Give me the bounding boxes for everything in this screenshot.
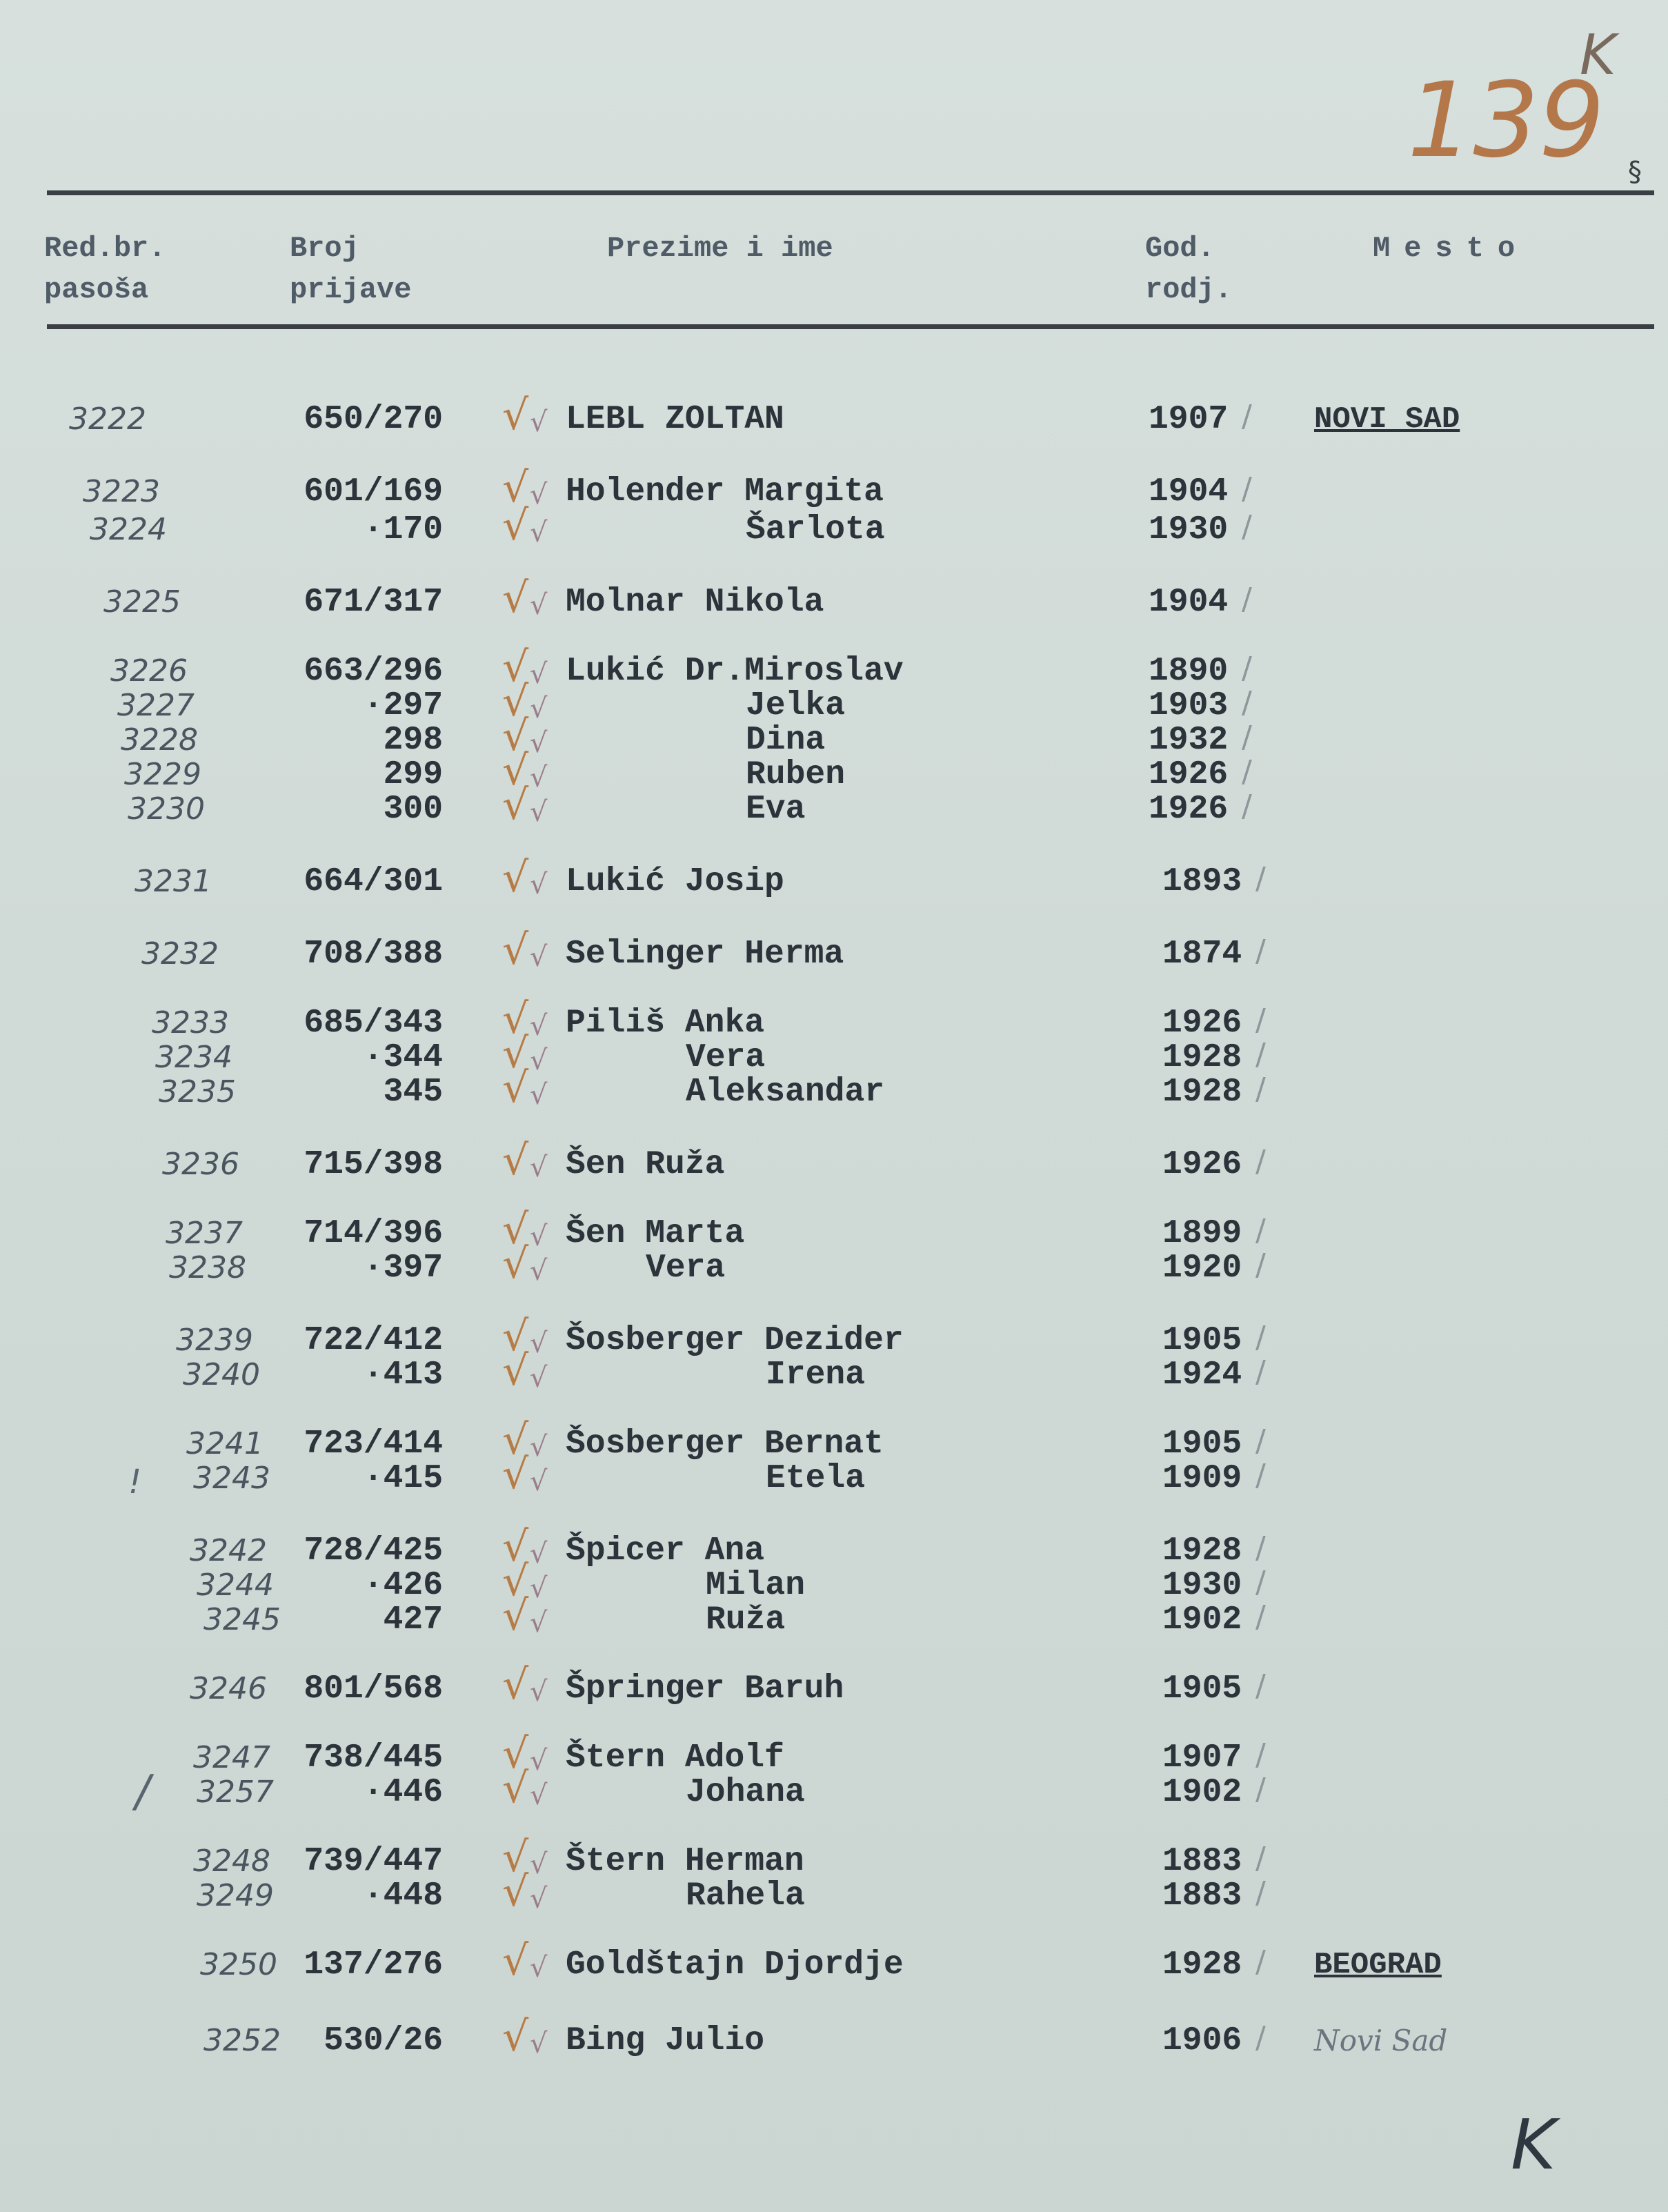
check-mark-icon: √ xyxy=(530,1676,548,1708)
check-mark-icon: √ xyxy=(530,1779,548,1811)
registration-number: 137/276 xyxy=(304,1946,443,1984)
table-row xyxy=(0,1523,1668,1571)
registration-number: 739/447 xyxy=(304,1843,443,1880)
birth-year: 1926 xyxy=(1149,791,1229,828)
person-name: Dina xyxy=(746,722,826,759)
table-row xyxy=(0,1450,1668,1499)
registration-number: 664/301 xyxy=(304,863,443,900)
year-check-mark-icon: / xyxy=(1255,1737,1266,1772)
registration-number: 723/414 xyxy=(304,1425,443,1463)
table-row xyxy=(0,1029,1668,1078)
margin-mark-2: / xyxy=(135,1766,150,1817)
table-row xyxy=(0,502,1668,550)
person-name: Goldštajn Djordje xyxy=(566,1946,904,1984)
check-mark-icon: √ xyxy=(530,1883,548,1915)
check-mark-icon: √ xyxy=(502,1240,529,1288)
passport-number: 3257 xyxy=(197,1775,274,1810)
check-mark-icon: √ xyxy=(530,658,548,690)
check-mark-icon: √ xyxy=(530,1079,548,1111)
person-name: LEBL ZOLTAN xyxy=(566,401,784,438)
birth-year: 1904 xyxy=(1149,473,1229,511)
year-check-mark-icon: / xyxy=(1242,789,1252,824)
birth-year: 1928 xyxy=(1162,1532,1242,1570)
registration-number: ·426 xyxy=(363,1567,443,1604)
year-check-mark-icon: / xyxy=(1255,1423,1266,1459)
table-row xyxy=(0,1416,1668,1464)
header-passport-no-line2: pasoša xyxy=(44,273,149,306)
check-mark-icon: √ xyxy=(530,479,548,511)
year-check-mark-icon: / xyxy=(1242,651,1252,686)
check-mark-icon: √ xyxy=(530,406,548,438)
person-name: Bing Julio xyxy=(566,2022,765,2060)
passport-number: 3248 xyxy=(193,1844,270,1879)
check-mark-icon: √ xyxy=(530,1952,548,1984)
person-name: Vera xyxy=(646,1250,726,1287)
table-row xyxy=(0,781,1668,829)
check-mark-icon: √ xyxy=(530,1538,548,1570)
year-check-mark-icon: / xyxy=(1255,1841,1266,1876)
birth-year: 1907 xyxy=(1149,401,1229,438)
registration-number: ·397 xyxy=(363,1250,443,1287)
person-name: Ruben xyxy=(746,756,846,793)
check-mark-icon: √ xyxy=(502,1136,529,1185)
year-check-mark-icon: / xyxy=(1255,1144,1266,1179)
check-mark-icon: √ xyxy=(530,1255,548,1287)
table-row xyxy=(0,1592,1668,1640)
person-name: Jelka xyxy=(746,687,846,724)
check-mark-icon: √ xyxy=(502,1937,529,1985)
passport-number: 3234 xyxy=(155,1040,232,1075)
passport-number: 3232 xyxy=(141,936,219,971)
table-row xyxy=(0,464,1668,512)
check-mark-icon: √ xyxy=(502,1557,529,1606)
year-check-mark-icon: / xyxy=(1242,685,1252,720)
place-of-birth: BEOGRAD xyxy=(1314,1948,1442,1982)
birth-year: 1926 xyxy=(1149,756,1229,793)
table-row xyxy=(0,2013,1668,2061)
passport-number: 3237 xyxy=(166,1216,243,1251)
check-mark-icon: √ xyxy=(502,747,529,795)
check-mark-icon: √ xyxy=(502,926,529,974)
passport-number: 3245 xyxy=(203,1602,281,1637)
birth-year: 1883 xyxy=(1162,1843,1242,1880)
header-registration-no-line2: prijave xyxy=(290,273,412,306)
birth-year: 1905 xyxy=(1162,1322,1242,1359)
registration-number: ·446 xyxy=(363,1774,443,1811)
check-mark-icon: √ xyxy=(502,1347,529,1395)
table-row xyxy=(0,1833,1668,1882)
birth-year: 1909 xyxy=(1162,1460,1242,1497)
birth-year: 1905 xyxy=(1162,1670,1242,1708)
birth-year: 1905 xyxy=(1162,1425,1242,1463)
check-mark-icon: √ xyxy=(502,464,529,512)
registration-number: ·344 xyxy=(363,1039,443,1076)
passport-number: 3226 xyxy=(110,653,188,689)
check-mark-icon: √ xyxy=(502,1868,529,1916)
check-mark-icon: √ xyxy=(502,391,529,440)
check-mark-icon: √ xyxy=(530,2028,548,2060)
passport-number: 3228 xyxy=(121,722,198,758)
person-name: Šen Ruža xyxy=(566,1146,725,1183)
registration-number: 728/425 xyxy=(304,1532,443,1570)
year-check-mark-icon: / xyxy=(1242,509,1252,544)
check-mark-icon: √ xyxy=(502,1661,529,1709)
birth-year: 1926 xyxy=(1162,1005,1242,1042)
check-mark-icon: √ xyxy=(530,517,548,549)
passport-number: 3224 xyxy=(90,512,167,547)
birth-year: 1904 xyxy=(1149,584,1229,621)
check-mark-icon: √ xyxy=(530,693,548,724)
check-mark-icon: √ xyxy=(502,1205,529,1254)
year-check-mark-icon: / xyxy=(1255,861,1266,896)
registration-number: 300 xyxy=(383,791,443,828)
check-mark-icon: √ xyxy=(502,712,529,760)
check-mark-icon: √ xyxy=(502,1416,529,1464)
year-check-mark-icon: / xyxy=(1255,1072,1266,1107)
person-name: Šen Marta xyxy=(566,1215,745,1252)
table-row xyxy=(0,1064,1668,1112)
registration-number: 715/398 xyxy=(304,1146,443,1183)
birth-year: 1930 xyxy=(1162,1567,1242,1604)
year-check-mark-icon: / xyxy=(1255,2020,1266,2055)
passport-number: 3230 xyxy=(128,791,205,827)
registration-number: ·415 xyxy=(363,1460,443,1497)
year-check-mark-icon: / xyxy=(1242,399,1252,434)
registration-number: 714/396 xyxy=(304,1215,443,1252)
registration-number: 801/568 xyxy=(304,1670,443,1708)
table-row xyxy=(0,1730,1668,1778)
person-name: Štern Adolf xyxy=(566,1739,784,1777)
birth-year: 1930 xyxy=(1149,511,1229,549)
check-mark-icon: √ xyxy=(502,502,529,550)
person-name: Milan xyxy=(706,1567,806,1604)
registration-number: ·170 xyxy=(363,511,443,549)
registration-number: ·297 xyxy=(363,687,443,724)
check-mark-icon: √ xyxy=(530,1010,548,1042)
registration-number: 671/317 xyxy=(304,584,443,621)
check-mark-icon: √ xyxy=(530,1152,548,1183)
check-mark-icon: √ xyxy=(502,853,529,902)
check-mark-icon: √ xyxy=(502,2013,529,2061)
check-mark-icon: √ xyxy=(530,762,548,793)
passport-number: 3244 xyxy=(197,1568,274,1603)
passport-number: 3252 xyxy=(203,2023,281,2058)
person-name: Eva xyxy=(746,791,806,828)
table-row xyxy=(0,926,1668,974)
table-row xyxy=(0,678,1668,726)
person-name: Johana xyxy=(686,1774,805,1811)
check-mark-icon: √ xyxy=(502,1523,529,1571)
table-row xyxy=(0,1136,1668,1185)
person-name: Špringer Baruh xyxy=(566,1670,844,1708)
registration-number: ·448 xyxy=(363,1877,443,1915)
table-row xyxy=(0,1661,1668,1709)
passport-number: 3247 xyxy=(193,1740,270,1775)
check-mark-icon: √ xyxy=(502,1592,529,1640)
registration-number: 299 xyxy=(383,756,443,793)
passport-number: 3235 xyxy=(159,1074,236,1109)
year-check-mark-icon: / xyxy=(1255,1772,1266,1807)
table-row xyxy=(0,643,1668,691)
registration-number: 685/343 xyxy=(304,1005,443,1042)
birth-year: 1899 xyxy=(1162,1215,1242,1252)
check-mark-icon: √ xyxy=(502,781,529,829)
passport-number: 3223 xyxy=(83,474,160,509)
check-mark-icon: √ xyxy=(530,1572,548,1604)
year-check-mark-icon: / xyxy=(1255,1668,1266,1704)
person-name: Etela xyxy=(766,1460,866,1497)
person-name: Šosberger Bernat xyxy=(566,1425,884,1463)
check-mark-icon: √ xyxy=(530,1362,548,1394)
birth-year: 1924 xyxy=(1162,1356,1242,1394)
header-registration-no-line1: Broj xyxy=(290,232,359,265)
person-name: Molnar Nikola xyxy=(566,584,824,621)
passport-number: 3243 xyxy=(193,1461,270,1496)
registration-number: 427 xyxy=(383,1601,443,1639)
year-check-mark-icon: / xyxy=(1242,720,1252,755)
table-row xyxy=(0,391,1668,440)
birth-year: 1928 xyxy=(1162,1039,1242,1076)
check-mark-icon: √ xyxy=(530,1327,548,1359)
passport-number: 3236 xyxy=(162,1147,239,1182)
check-mark-icon: √ xyxy=(502,1064,529,1112)
header-birth-year-line2: rodj. xyxy=(1145,273,1233,306)
person-name: Lukić Josip xyxy=(566,863,784,900)
passport-number: 3246 xyxy=(190,1671,267,1706)
header-birth-year-line1: God. xyxy=(1145,232,1215,265)
check-mark-icon: √ xyxy=(530,1607,548,1639)
check-mark-icon: √ xyxy=(502,1029,529,1078)
person-name: Lukić Dr.Miroslav xyxy=(566,653,904,690)
margin-mark-1: ! xyxy=(128,1463,142,1501)
check-mark-icon: √ xyxy=(502,678,529,726)
header-place: Mesto xyxy=(1373,232,1529,265)
table-row xyxy=(0,1557,1668,1606)
registration-number: 738/445 xyxy=(304,1739,443,1777)
table-row xyxy=(0,574,1668,622)
birth-year: 1874 xyxy=(1162,936,1242,973)
place-of-birth: NOVI SAD xyxy=(1314,402,1460,437)
registration-number: 601/169 xyxy=(304,473,443,511)
check-mark-icon: √ xyxy=(502,1764,529,1813)
birth-year: 1903 xyxy=(1149,687,1229,724)
passport-number: 3241 xyxy=(186,1426,264,1461)
person-name: Štern Herman xyxy=(566,1843,804,1880)
person-name: Ruža xyxy=(706,1601,786,1639)
check-mark-icon: √ xyxy=(530,727,548,759)
birth-year: 1928 xyxy=(1162,1946,1242,1984)
handwritten-page-number: 139 xyxy=(1407,61,1605,181)
check-mark-icon: √ xyxy=(530,869,548,900)
birth-year: 1883 xyxy=(1162,1877,1242,1915)
year-check-mark-icon: / xyxy=(1255,1458,1266,1493)
birth-year: 1890 xyxy=(1149,653,1229,690)
birth-year: 1902 xyxy=(1162,1601,1242,1639)
table-row xyxy=(0,1868,1668,1916)
passport-number: 3240 xyxy=(183,1357,260,1392)
year-check-mark-icon: / xyxy=(1242,754,1252,789)
handwritten-corner-mark: K xyxy=(1580,23,1616,87)
registration-number: 708/388 xyxy=(304,936,443,973)
year-check-mark-icon: / xyxy=(1255,1213,1266,1248)
year-check-mark-icon: / xyxy=(1255,1565,1266,1600)
table-row xyxy=(0,1347,1668,1395)
check-mark-icon: √ xyxy=(530,796,548,828)
person-name: Holender Margita xyxy=(566,473,884,511)
check-mark-icon: √ xyxy=(502,643,529,691)
passport-number: 3233 xyxy=(152,1005,229,1040)
passport-number: 3231 xyxy=(135,864,212,899)
check-mark-icon: √ xyxy=(502,1312,529,1361)
year-check-mark-icon: / xyxy=(1255,1247,1266,1283)
check-mark-icon: √ xyxy=(530,589,548,621)
year-check-mark-icon: / xyxy=(1255,1875,1266,1910)
year-check-mark-icon: / xyxy=(1255,1320,1266,1355)
check-mark-icon: √ xyxy=(530,1431,548,1463)
person-name: Piliš Anka xyxy=(566,1005,765,1042)
table-row xyxy=(0,1205,1668,1254)
check-mark-icon: √ xyxy=(530,1745,548,1777)
check-mark-icon: √ xyxy=(530,1221,548,1252)
check-mark-icon: √ xyxy=(502,574,529,622)
registration-number: 663/296 xyxy=(304,653,443,690)
place-of-birth: Novi Sad xyxy=(1314,2024,1448,2057)
year-check-mark-icon: / xyxy=(1255,1944,1266,1979)
person-name: Šarlota xyxy=(746,511,885,549)
table-row xyxy=(0,712,1668,760)
passport-number: 3249 xyxy=(197,1878,274,1913)
table-row xyxy=(0,1937,1668,1985)
passport-number: 3238 xyxy=(169,1250,246,1285)
passport-number: 3239 xyxy=(176,1323,253,1358)
birth-year: 1926 xyxy=(1162,1146,1242,1183)
check-mark-icon: √ xyxy=(530,941,548,973)
check-mark-icon: √ xyxy=(502,1450,529,1499)
year-check-mark-icon: / xyxy=(1255,1354,1266,1390)
birth-year: 1893 xyxy=(1162,863,1242,900)
check-mark-icon: √ xyxy=(530,1848,548,1880)
birth-year: 1932 xyxy=(1149,722,1229,759)
person-name: Špicer Ana xyxy=(566,1532,765,1570)
year-check-mark-icon: / xyxy=(1255,1599,1266,1635)
header-passport-no-line1: Red.br. xyxy=(44,232,166,265)
year-check-mark-icon: / xyxy=(1242,471,1252,506)
table-row xyxy=(0,1312,1668,1361)
person-name: Vera xyxy=(686,1039,766,1076)
passport-number: 3225 xyxy=(103,584,181,620)
check-mark-icon: √ xyxy=(502,995,529,1043)
year-check-mark-icon: / xyxy=(1255,1530,1266,1566)
table-row xyxy=(0,1764,1668,1813)
birth-year: 1920 xyxy=(1162,1250,1242,1287)
registration-number: 345 xyxy=(383,1074,443,1111)
birth-year: 1906 xyxy=(1162,2022,1242,2060)
check-mark-icon: √ xyxy=(530,1045,548,1076)
check-mark-icon: √ xyxy=(502,1833,529,1882)
registration-number: 722/412 xyxy=(304,1322,443,1359)
person-name: Šosberger Dezider xyxy=(566,1322,904,1359)
year-check-mark-icon: / xyxy=(1255,1037,1266,1072)
passport-number: 3250 xyxy=(200,1947,277,1982)
table-row xyxy=(0,853,1668,902)
year-check-mark-icon: / xyxy=(1242,582,1252,617)
birth-year: 1928 xyxy=(1162,1074,1242,1111)
header-name: Prezime i ime xyxy=(607,232,833,265)
passport-number: 3222 xyxy=(69,402,146,437)
handwritten-bottom-mark: K xyxy=(1511,2104,1556,2185)
table-row xyxy=(0,1240,1668,1288)
birth-year: 1902 xyxy=(1162,1774,1242,1811)
year-check-mark-icon: / xyxy=(1255,1003,1266,1038)
registration-number: 650/270 xyxy=(304,401,443,438)
passport-number: 3242 xyxy=(190,1533,267,1568)
person-name: Irena xyxy=(766,1356,866,1394)
table-row xyxy=(0,995,1668,1043)
passport-number: 3229 xyxy=(124,757,201,792)
registration-number: ·413 xyxy=(363,1356,443,1394)
year-check-mark-icon: / xyxy=(1255,934,1266,969)
check-mark-icon: √ xyxy=(502,1730,529,1778)
person-name: Aleksandar xyxy=(686,1074,885,1111)
person-name: Selinger Herma xyxy=(566,936,844,973)
registration-number: 530/26 xyxy=(324,2022,443,2060)
passport-number: 3227 xyxy=(117,688,195,723)
check-mark-icon: √ xyxy=(530,1465,548,1497)
paragraph-mark: § xyxy=(1628,156,1642,188)
table-row xyxy=(0,747,1668,795)
registration-number: 298 xyxy=(383,722,443,759)
birth-year: 1907 xyxy=(1162,1739,1242,1777)
person-name: Rahela xyxy=(686,1877,805,1915)
